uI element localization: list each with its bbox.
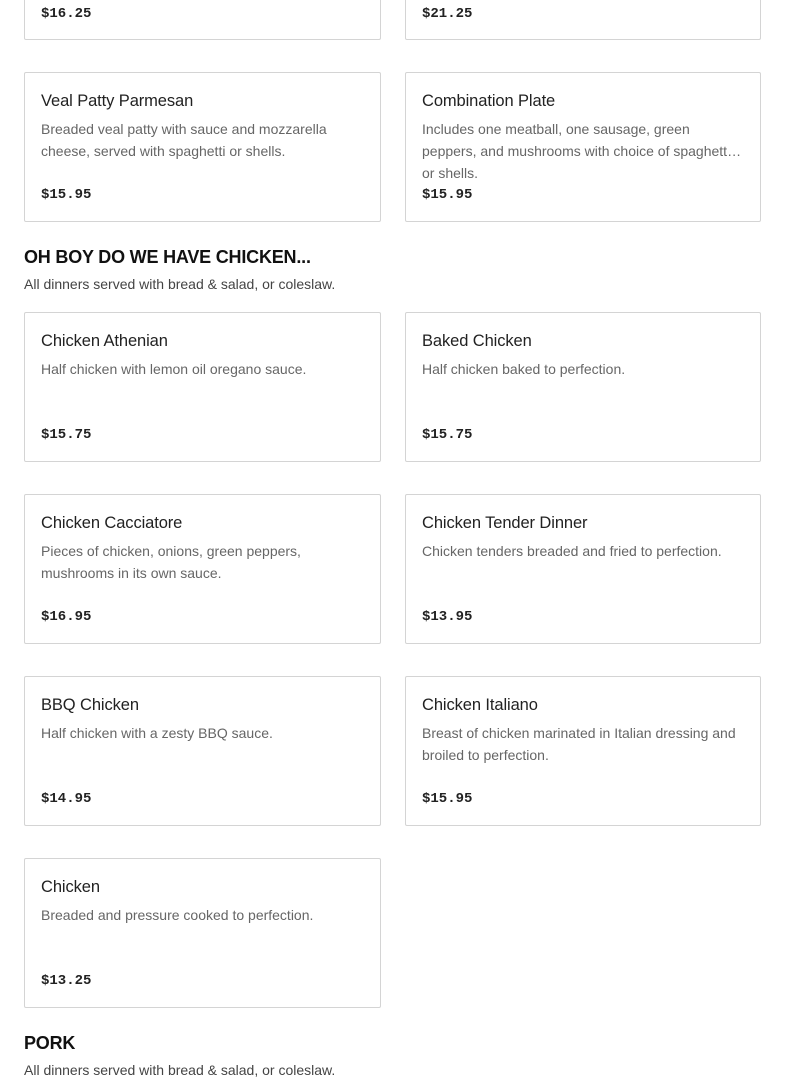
menu-item-description: Half chicken baked to perfection. bbox=[422, 361, 626, 377]
section-subtitle-pork: All dinners served with bread & salad, or coleslaw. bbox=[24, 1062, 336, 1078]
menu-item-price: $16.95 bbox=[41, 609, 92, 625]
menu-item-chicken[interactable] bbox=[24, 858, 381, 1008]
menu-item-description: Includes one meatball, one sausage, green peppers, and mushrooms with choice of spaghetti or shells. bbox=[422, 121, 731, 181]
menu-item-name: Chicken Athenian bbox=[41, 332, 168, 350]
menu-item-price: $21.25 bbox=[422, 6, 473, 22]
menu-item-description: Breaded and pressure cooked to perfection. bbox=[41, 907, 314, 923]
menu-item-price: $16.25 bbox=[41, 6, 92, 22]
menu-item-chicken-athenian[interactable] bbox=[24, 312, 381, 462]
menu-item-chicken-italiano[interactable] bbox=[405, 676, 761, 826]
section-title-pork: PORK bbox=[24, 1033, 76, 1053]
menu-item-baked-chicken[interactable] bbox=[405, 312, 761, 462]
menu-item-name: Chicken Tender Dinner bbox=[422, 514, 588, 532]
menu-item-chicken-tender-dinner[interactable] bbox=[405, 494, 761, 644]
menu-item-bbq-chicken[interactable] bbox=[24, 676, 381, 826]
section-title-chicken: OH BOY DO WE HAVE CHICKEN... bbox=[24, 247, 311, 267]
menu-item-chicken-cacciatore[interactable] bbox=[24, 494, 381, 644]
menu-item-price: $15.75 bbox=[41, 427, 92, 443]
menu-item-price: $15.95 bbox=[41, 187, 92, 203]
menu-item-description: Pieces of chicken, onions, green peppers, mushrooms in its own sauce. bbox=[41, 543, 301, 581]
menu-item-description: Breast of chicken marinated in Italian dressing and broiled to perfection. bbox=[422, 725, 736, 763]
menu-item-combination-plate[interactable] bbox=[405, 72, 761, 222]
menu-item-description: Half chicken with a zesty BBQ sauce. bbox=[41, 725, 273, 741]
menu-item-name: BBQ Chicken bbox=[41, 696, 139, 714]
menu-item-name: Combination Plate bbox=[422, 92, 556, 110]
menu-item-price: $14.95 bbox=[41, 791, 92, 807]
menu-item-card[interactable] bbox=[405, 0, 761, 40]
menu-item-veal-patty-parmesan[interactable] bbox=[24, 72, 381, 222]
menu-item-price: $15.95 bbox=[422, 791, 473, 807]
menu-item-price: $13.25 bbox=[41, 973, 92, 989]
menu-item-name: Veal Patty Parmesan bbox=[41, 92, 194, 110]
menu-item-price: $15.95 bbox=[422, 187, 473, 203]
menu-item-description: Chicken tenders breaded and fried to perfection. bbox=[422, 543, 722, 559]
menu-item-card[interactable] bbox=[24, 0, 381, 40]
menu-item-name: Chicken Italiano bbox=[422, 696, 538, 714]
menu-item-name: Chicken Cacciatore bbox=[41, 514, 183, 532]
menu-item-description: Half chicken with lemon oil oregano sauce. bbox=[41, 361, 307, 377]
menu-item-price: $13.95 bbox=[422, 609, 473, 625]
section-subtitle-chicken: All dinners served with bread & salad, or coleslaw. bbox=[24, 276, 336, 292]
menu-item-description: Breaded veal patty with sauce and mozzarella cheese, served with spaghetti or shells. bbox=[41, 121, 327, 159]
menu-item-price: $15.75 bbox=[422, 427, 473, 443]
menu-item-name: Chicken bbox=[41, 878, 100, 896]
menu-item-name: Baked Chicken bbox=[422, 332, 532, 350]
